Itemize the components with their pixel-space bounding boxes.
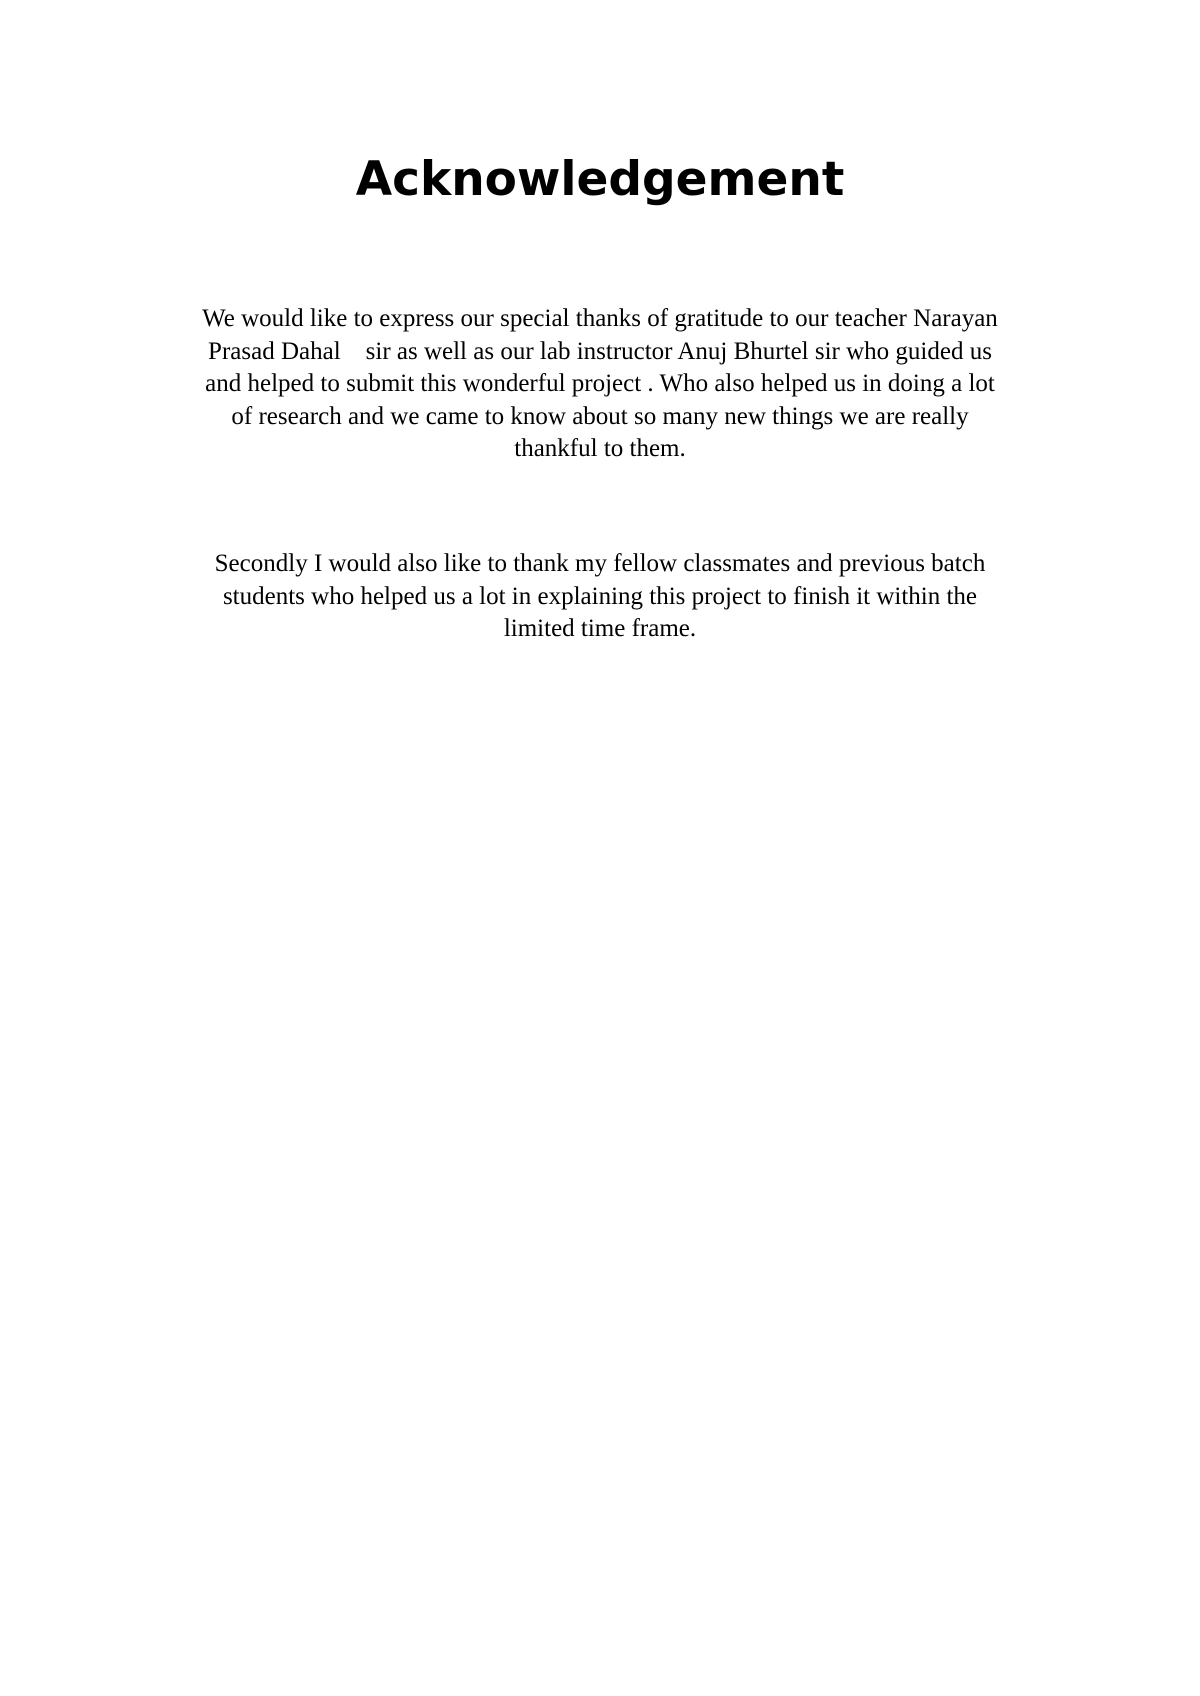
paragraph-line: thankful to them. <box>514 435 686 462</box>
paragraph-line: We would like to express our special thanks of gratitude to our teacher Narayan <box>202 305 998 332</box>
paragraph-thanks-classmates <box>145 548 1055 646</box>
paragraph-line: of research and we came to know about so many new things we are really <box>231 402 969 430</box>
paragraph-line: Secondly I would also like to thank my fellow classmates and previous batch <box>214 550 986 577</box>
paragraph-line: and helped to submit this wonderful project . Who also helped us in doing a lot <box>205 370 995 397</box>
paragraph-line: Prasad Dahal sir as well as our lab instructor Anuj Bhurtel sir who guided us <box>208 337 992 365</box>
paragraph-line: students who helped us a lot in explaining this project to finish it within the <box>222 582 978 610</box>
paragraph-line: limited time frame. <box>503 615 697 642</box>
paragraph-thanks-teachers <box>145 303 1055 466</box>
page-title: Acknowledgement <box>355 152 845 207</box>
